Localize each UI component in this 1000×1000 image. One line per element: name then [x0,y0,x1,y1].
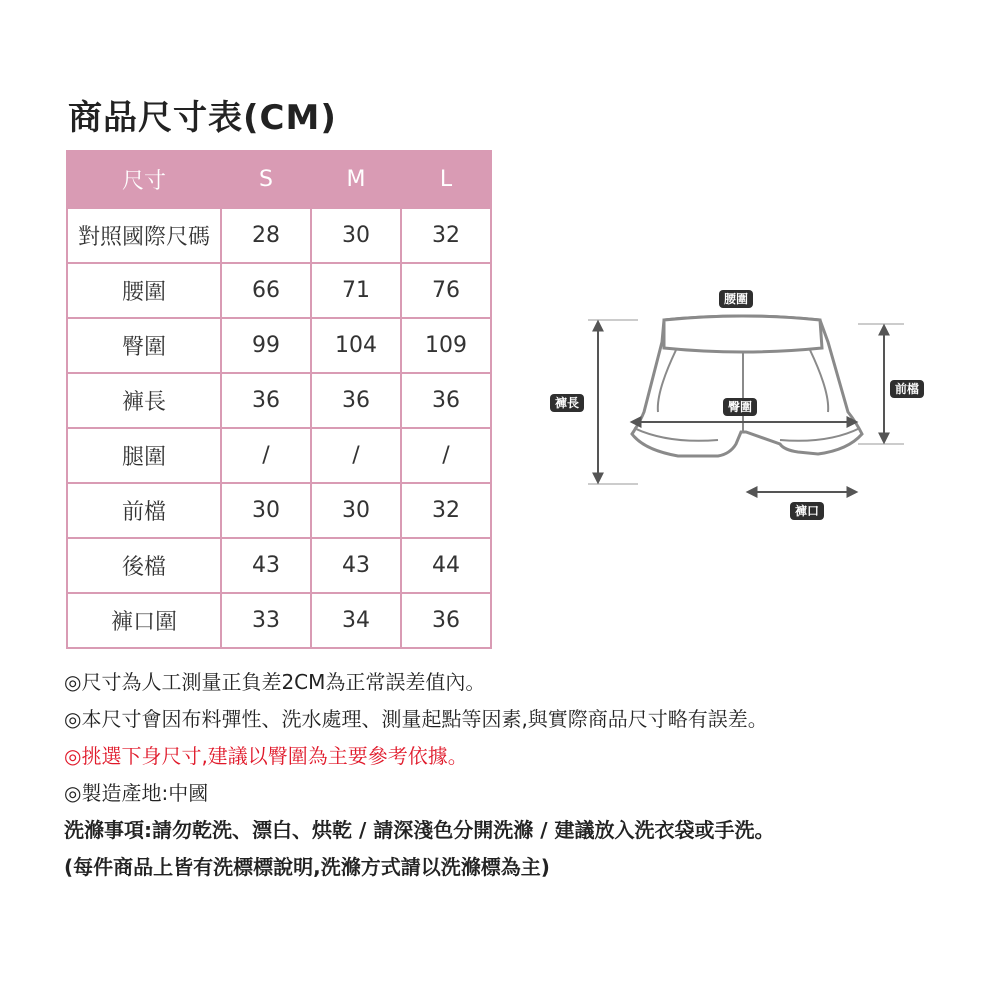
header-cell: M [311,151,401,208]
row-label: 褲長 [67,373,221,428]
row-label: 腿圍 [67,428,221,483]
note-item-highlight: ◎挑選下身尺寸,建議以臀圍為主要參考依據。 [64,744,468,768]
table-row [67,428,491,483]
table-cell: 32 [401,483,491,538]
washing-note: (每件商品上皆有洗標標說明,洗滌方式請以洗滌標為主) [64,855,550,879]
row-label: 褲口圍 [67,593,221,648]
table-cell: 43 [221,538,311,593]
table-row [67,263,491,318]
header-cell: S [221,151,311,208]
table-cell: / [401,428,491,483]
washing-instructions: 洗滌事項:請勿乾洗、漂白、烘乾 / 請深淺色分開洗滌 / 建議放入洗衣袋或手洗。 [64,818,775,842]
table-cell: 99 [221,318,311,373]
length-label: 褲長 [550,394,584,412]
table-cell: 104 [311,318,401,373]
row-label: 對照國際尺碼 [67,208,221,263]
table-cell: 36 [401,593,491,648]
table-row [67,318,491,373]
table-cell: 36 [221,373,311,428]
table-row [67,593,491,648]
table-cell: 66 [221,263,311,318]
row-label: 腰圍 [67,263,221,318]
header-cell: 尺寸 [67,151,221,208]
table-cell: 33 [221,593,311,648]
shorts-measurement-diagram [548,282,940,522]
leg-opening-label: 褲口 [790,502,824,520]
waist-label: 腰圍 [719,290,753,308]
note-item: ◎製造產地:中國 [64,781,209,805]
hip-label: 臀圍 [723,398,757,416]
table-cell: 28 [221,208,311,263]
notes-section [64,672,964,894]
table-cell: 44 [401,538,491,593]
table-cell: 76 [401,263,491,318]
size-table [66,150,492,649]
note-item: ◎本尺寸會因布料彈性、洗水處理、測量起點等因素,與實際商品尺寸略有誤差。 [64,707,768,731]
table-cell: 71 [311,263,401,318]
table-cell: 32 [401,208,491,263]
row-label: 前檔 [67,483,221,538]
page-title: 商品尺寸表(CM) [68,98,337,138]
table-row [67,373,491,428]
table-row [67,483,491,538]
table-header-row [67,151,491,208]
waistband [664,316,822,352]
header-cell: L [401,151,491,208]
table-cell: 30 [221,483,311,538]
table-cell: 36 [311,373,401,428]
table-cell: / [221,428,311,483]
table-cell: 30 [311,208,401,263]
table-row [67,208,491,263]
table-cell: 34 [311,593,401,648]
front-rise-label: 前檔 [890,380,924,398]
table-cell: 43 [311,538,401,593]
note-item: ◎尺寸為人工測量正負差2CM為正常誤差值內。 [64,670,486,694]
table-cell: 30 [311,483,401,538]
table-cell: 36 [401,373,491,428]
table-cell: 109 [401,318,491,373]
row-label: 臀圍 [67,318,221,373]
table-cell: / [311,428,401,483]
table-row [67,538,491,593]
row-label: 後檔 [67,538,221,593]
